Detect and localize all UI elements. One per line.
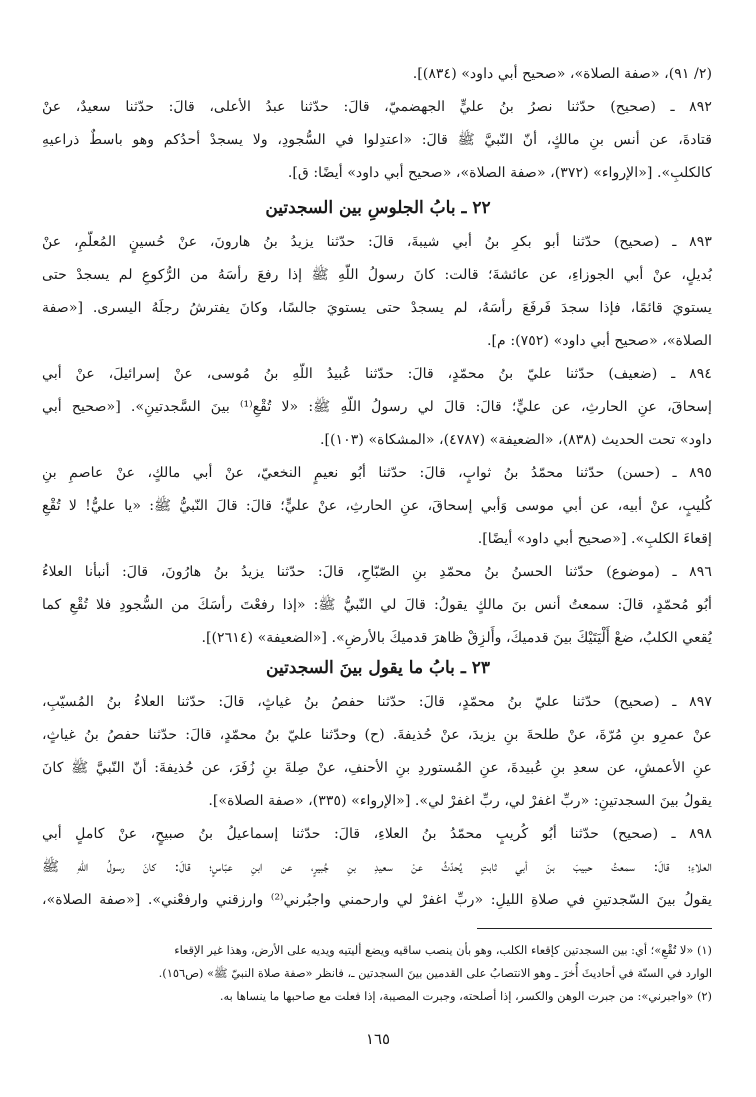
footnote-line: الوارد في السنّة في أحاديثَ أُخرَ ـ وهو الانتصابُ على القدمين بينَ السجدتين ـ، فانظر «صفة صلاة النبيّ ﷺ» (ص١٥٦).	[158, 966, 712, 980]
text-line: يستويَ قائمًا، فإذا سجدَ فَرفَعَ رأسَهُ، لم يسجدْ حتى يستويَ جالسًا، وكانَ يفترشُ رجلَهُ اليسرى. [«صفة	[42, 300, 712, 316]
text-line: ٨٩٧ ـ (صحيح) حدّثنا عليّ بنُ محمّدٍ، قالَ: حدّثنا حفصُ بنُ غياثٍ، قالَ: حدّثنا العلاءُ بنُ المُسيّبِ،	[42, 694, 712, 710]
text-line: ٨٩٨ ـ (صحيح) حدّثنا أبُو كُريبٍ محمّدُ بنُ العلاءِ، قالَ: حدّثنا إسماعيلُ بنُ صبيحٍ، عنْ كاملٍ أبي	[42, 826, 712, 842]
text-line: إقعاءَ الكلبِ». [«صحيح أبي داود» أيضًا].	[477, 531, 712, 547]
text-line: ٨٩٤ ـ (ضعيف) حدّثنا عليّ بنُ محمّدٍ، قالَ: حدّثنا عُبيدُ اللّهِ بنُ مُوسى، عنْ إسرائيلَ، عنْ أبي	[42, 366, 712, 382]
text-line: (٢/ ٩١)، «صفة الصلاة»، «صحيح أبي داود» (٨٣٤)].	[412, 66, 712, 82]
text-line: العلاءِ؛ قالَ: سمعتُ حبيبَ بنَ أبي ثابتٍ يُحدّثُ عنْ سعيدِ بنِ جُبيرٍ، عن ابنِ عبّاسٍ؛ قالَ: كانَ رسولُ اللّهِ ﷺ	[42, 859, 712, 875]
text-line: الصلاة»، «صحيح أبي داود» (٧٥٢): م].	[487, 333, 712, 349]
page-number: ١٦٥	[365, 1030, 391, 1048]
text-line: داود» تحت الحديث (٨٣٨)، «الضعيفة» (٤٧٨٧)، «المشكاة» (١٠٣)].	[319, 432, 712, 448]
section-heading: ٢٣ ـ بابُ ما يقول بينَ السجدتين	[266, 658, 490, 678]
footnote-line: (٢) «واجبرني»: من جبرت الوهن والكسر، إذا أصلحته، وجبرت المصيبة، إذا فعلت مع صاحبها ما ينساها به.	[219, 989, 712, 1003]
text-line: كالكلبِ». [«الإرواء» (٣٧٢)، «صفة الصلاة»، «صحيح أبي داود» أيضًا: ق].	[287, 165, 712, 181]
footnote-line: (١) «لا تُقْعِ»؛ أي: بين السجدتين كإقعاء الكلب، وهو بأن ينصب ساقيه ويضع أليتيه ويديه على الأرض، وهذا غير الإقعاء	[174, 943, 712, 957]
text-line: يقولُ بينَ السجدتينِ: «ربِّ اغفرْ لي، ربِّ اغفرْ لي». [«الإرواء» (٣٣٥)، «صفة الصلاة»].	[208, 793, 712, 809]
text-line: ٨٩٢ ـ (صحيح) حدّثنا نصرُ بنُ عليٍّ الجهضميّ، قالَ: حدّثنا عبدُ الأعلى، قالَ: حدّثنا سعيدٌ، عنْ	[42, 99, 712, 115]
text-line: يُقعي الكلبُ، ضعْ أَلْيَتَيْكَ بينَ قدميكَ، وأَلزِقْ ظاهرَ قدميكَ بالأرضِ». [«الضعيفة» (٢٦١٤)].	[201, 630, 712, 646]
section-heading: ٢٢ ـ بابُ الجلوسِ بين السجدتين	[265, 198, 491, 218]
footnote-divider	[477, 928, 712, 929]
text-line: بُديلٍ، عنْ أبي الجوزاءِ، عن عائشةَ؛ قالت: كانَ رسولُ اللّهِ ﷺ إذا رفعَ رأسَهُ من الرُّكوعِ لم يسجدْ حتى	[42, 267, 712, 283]
text-line: أبُو مُحمّدٍ، قالَ: سمعتُ أنس بنَ مالكٍ يقولُ: قالَ لي النّبيُّ ﷺ: «إذا رفعْتَ رأسَكَ من السُّجودِ فلا تُقْعِ كما	[42, 597, 712, 613]
text-line: ٨٩٦ ـ (موضوع) حدّثنا الحسنُ بنُ محمّدِ بنِ الصّبّاحِ، قالَ: حدّثنا يزيدُ بنُ هارُونَ، قالَ: أنبأنا العلاءُ	[42, 564, 712, 580]
text-line: قتادةَ، عن أنس بنِ مالكٍ، أنّ النّبيَّ ﷺ قالَ: «اعتدِلوا في السُّجودِ، ولا يسجدْ أحدُكم وهو باسطٌ ذراعيهِ	[42, 132, 712, 148]
text-line: كُليبٍ، عنْ أبيه، عن أبي موسى وَأبي إسحاقَ، عنِ الحارثِ، عنْ عليٍّ؛ قالَ: قالَ النّبيُّ ﷺ: «يا عليُّ! لا تُقْعِ	[42, 498, 712, 514]
text-line: عنْ عمرِو بنِ مُرّةَ، عنْ طلحةَ بنِ يزيدَ، عنْ حُذيفةَ. (ح) وحدّثنا عليّ بنُ محمّدٍ، قالَ: حدّثنا حفصُ بنُ غياثٍ،	[42, 727, 712, 743]
text-line: ٨٩٥ ـ (حسن) حدّثنا محمّدُ بنُ ثوابٍ، قالَ: حدّثنا أبُو نعيمٍ النخعيّ، عنْ أبي مالكٍ، عنْ عاصمِ بنِ	[42, 465, 712, 481]
text-line: ٨٩٣ ـ (صحيح) حدّثنا أبو بكرِ بنُ أبي شيبةَ، قالَ: حدّثنا يزيدُ بنُ هارونَ، عنْ حُسينٍ المُعلّمِ، عنْ	[42, 234, 712, 250]
text-line: عنِ الأعمشِ، عن سعدِ بنِ عُبيدةَ، عنِ المُستوردِ بنِ الأحنفِ، عنْ صِلةَ بنِ زُفَرَ، عن حُذيفةَ: أنّ النّبيَّ ﷺ كانَ	[42, 760, 712, 776]
text-line: إسحاقَ، عنِ الحارثِ، عن عليٍّ؛ قالَ: قالَ لي رسولُ اللّهِ ﷺ: «لا تُقْعِ⁽¹⁾ بينَ السَّجدتينِ». [«صحيح أبي	[42, 399, 712, 415]
text-line: يقولُ بينَ السّجدتينِ في صلاةِ الليلِ: «ربِّ اغفرْ لي وارحمني واجبُرني⁽²⁾ وارزقني وارفعْني». [«صفة الصلاة»،	[42, 892, 713, 908]
